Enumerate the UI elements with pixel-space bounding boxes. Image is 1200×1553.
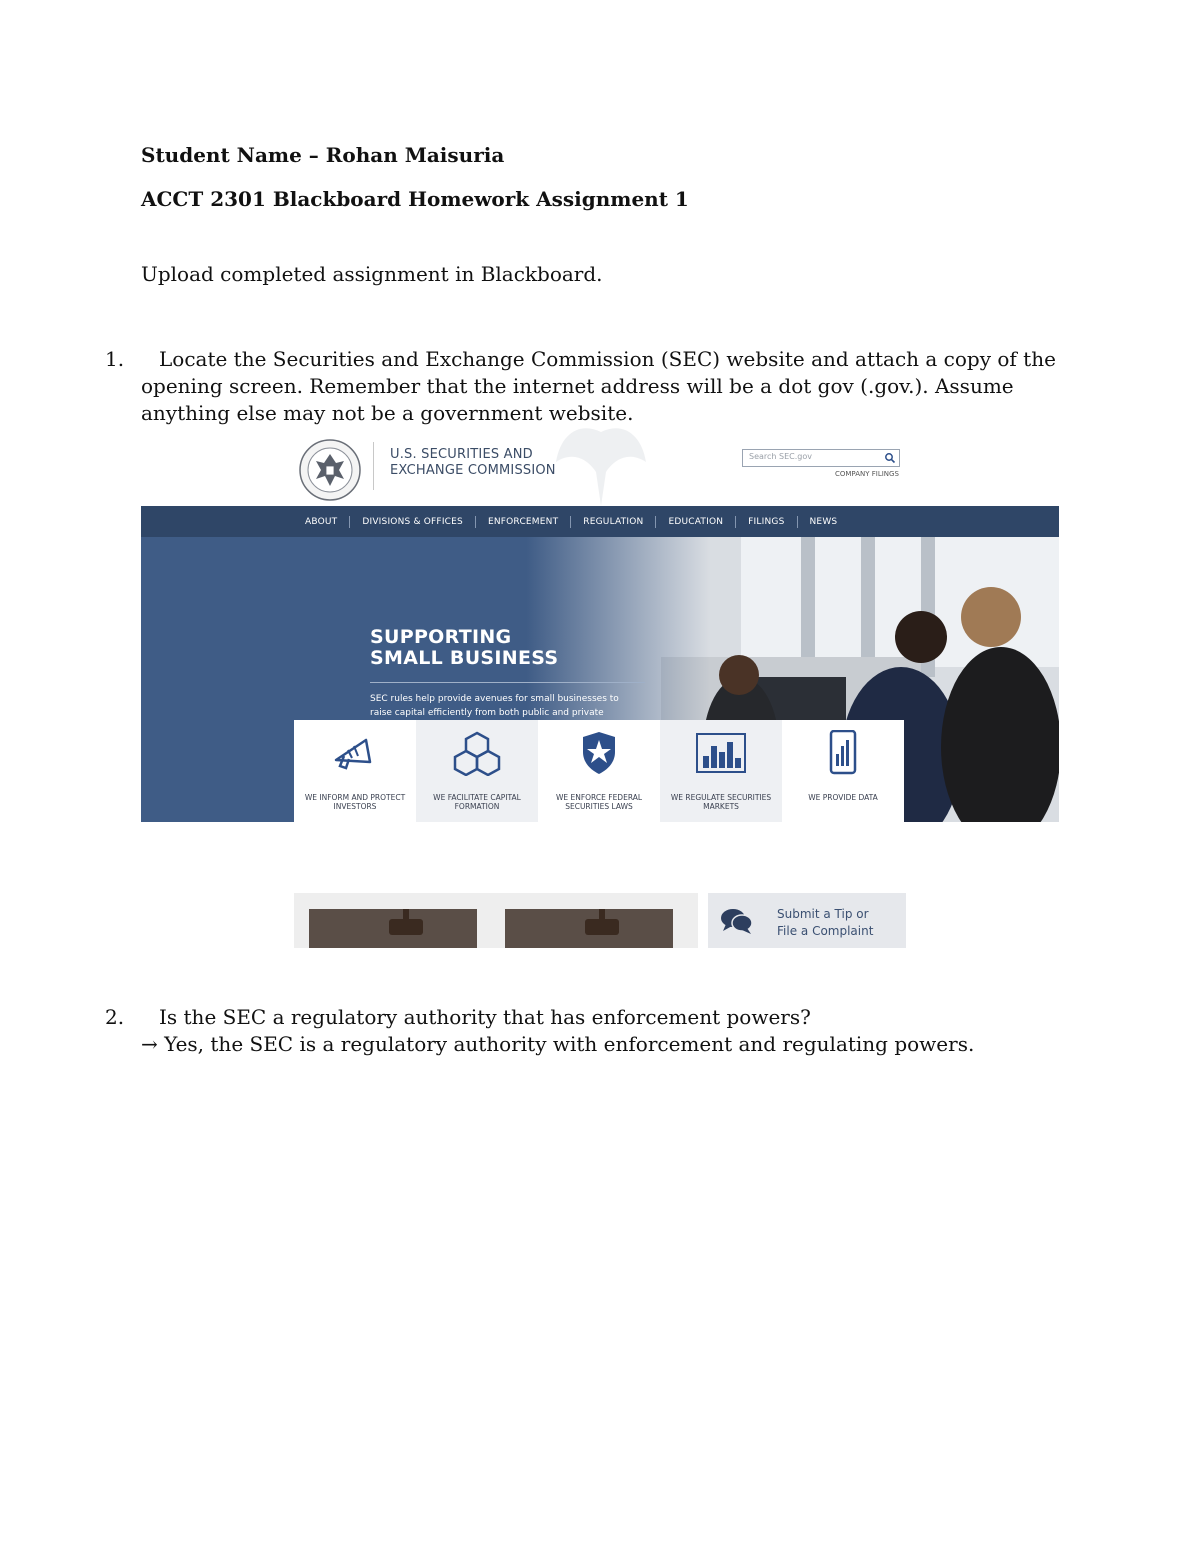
assignment-title: ACCT 2301 Blackboard Homework Assignment 1 [141, 187, 689, 211]
agency-line-2: EXCHANGE COMMISSION [390, 463, 556, 478]
header-divider [373, 442, 374, 490]
mission-cards [294, 720, 906, 822]
card-capital-formation[interactable] [416, 720, 538, 822]
tablet-chart-icon [818, 730, 868, 776]
card-inform-investors[interactable] [294, 720, 416, 822]
question-2-answer: → Yes, the SEC is a regulatory authority with enforcement and regulating powers. [141, 1032, 975, 1056]
search-icon[interactable] [884, 452, 896, 464]
hero-title-line-2: SMALL BUSINESS [370, 647, 559, 669]
search-input[interactable] [742, 449, 900, 467]
sec-nav-bar [141, 506, 1059, 537]
card-enforce-laws[interactable] [538, 720, 660, 822]
nav-news[interactable]: NEWS [809, 516, 838, 527]
question-1-text: Locate the Securities and Exchange Commission (SEC) website and attach a copy of the opening screen. Remember that the internet address will be a dot gov (.gov.). Assume anything else may not be a government website. [141, 347, 1056, 425]
gavel-icon [505, 909, 673, 948]
card-label: WE INFORM AND PROTECT INVESTORS [304, 793, 406, 811]
agency-name [390, 447, 556, 479]
chat-bubbles-icon [720, 907, 754, 935]
sec-website-screenshot [141, 428, 1059, 822]
agency-line-1: U.S. SECURITIES AND [390, 447, 533, 462]
question-2-text: Is the SEC a regulatory authority that has enforcement powers? [159, 1005, 811, 1029]
question-1-number: 1. [105, 347, 125, 371]
hero-subtitle: SEC rules help provide avenues for small businesses to raise capital efficiently from both public and private [370, 694, 619, 718]
student-name: Student Name – Rohan Maisuria [141, 143, 505, 167]
cubes-icon [452, 730, 502, 776]
card-label: WE FACILITATE CAPITAL FORMATION [433, 793, 521, 811]
hero-title [370, 627, 558, 669]
hero-divider [370, 682, 645, 683]
tip-line-2: File a Complaint [777, 924, 874, 938]
question-2-number: 2. [105, 1005, 125, 1029]
nav-regulation[interactable]: REGULATION [583, 516, 644, 527]
promo-panel [294, 893, 698, 948]
gavel-icon [309, 909, 477, 948]
bar-chart-icon [696, 730, 746, 776]
card-regulate-markets[interactable] [660, 720, 782, 822]
nav-about[interactable]: ABOUT [305, 516, 338, 527]
company-filings-link[interactable]: COMPANY FILINGS [835, 470, 899, 478]
submit-tip-button[interactable] [708, 893, 906, 948]
nav-enforcement[interactable]: ENFORCEMENT [487, 516, 559, 527]
nav-divisions[interactable]: DIVISIONS & OFFICES [362, 516, 463, 527]
nav-filings[interactable]: FILINGS [748, 516, 785, 527]
sec-website-lower-section [294, 893, 906, 948]
megaphone-icon [330, 730, 380, 776]
search-placeholder: Search SEC.gov [749, 452, 812, 461]
sec-seal-icon [299, 439, 361, 501]
nav-education[interactable]: EDUCATION [668, 516, 724, 527]
shield-star-icon [574, 730, 624, 776]
submit-tip-text [777, 906, 873, 940]
card-label: WE PROVIDE DATA [808, 793, 878, 802]
hero-title-line-1: SUPPORTING [370, 626, 512, 648]
sec-header [141, 428, 1059, 506]
upload-note: Upload completed assignment in Blackboard. [141, 262, 603, 286]
gavel-image[interactable] [309, 909, 477, 948]
eagle-watermark-icon [551, 428, 651, 506]
card-provide-data[interactable] [782, 720, 904, 822]
gavel-image[interactable] [505, 909, 673, 948]
tip-line-1: Submit a Tip or [777, 907, 869, 921]
card-label: WE REGULATE SECURITIES MARKETS [670, 793, 772, 811]
card-label: WE ENFORCE FEDERAL SECURITIES LAWS [555, 793, 643, 811]
